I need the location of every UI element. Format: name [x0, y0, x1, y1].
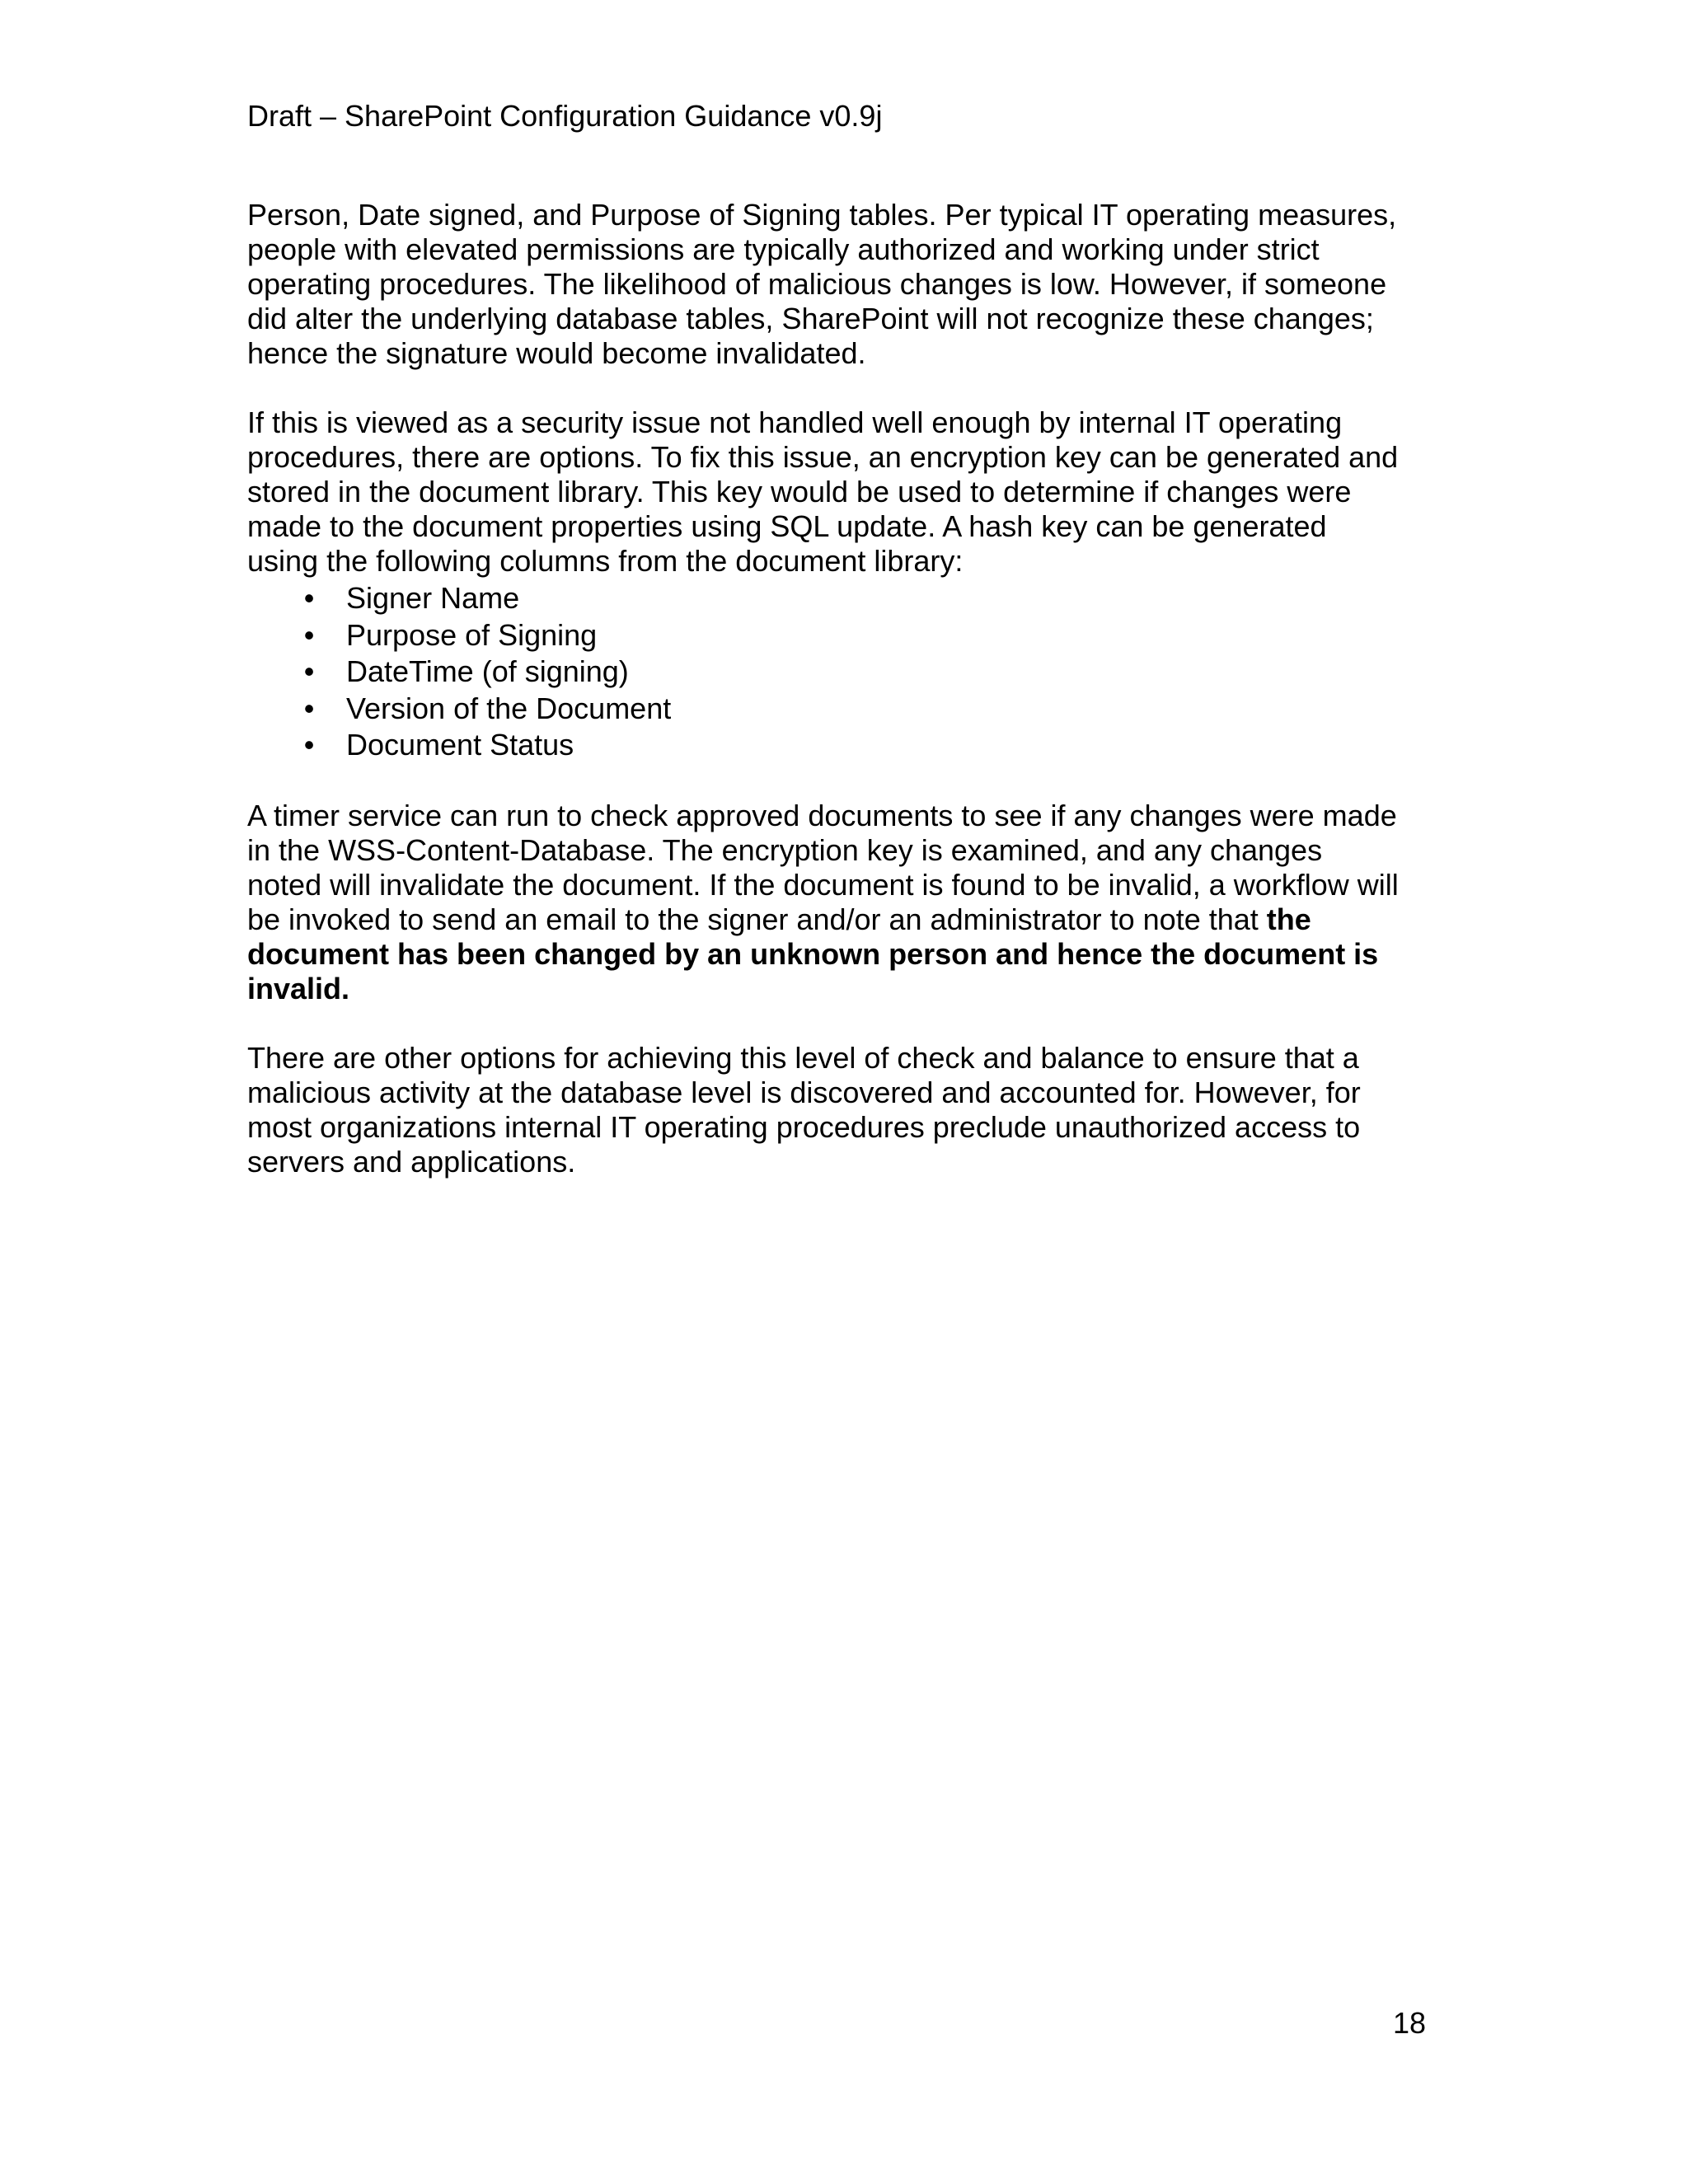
paragraph-line: procedures, there are options. To fix this issue, an encryption key can be generated and [247, 440, 1399, 474]
paragraph-line: people with elevated permissions are typically authorized and working under strict [247, 232, 1320, 266]
bold-line: invalid. [247, 971, 350, 1005]
bold-line: document has been changed by an unknown person and hence the document is [247, 936, 1379, 971]
list-item [297, 580, 1442, 617]
paragraph-line: Person, Date signed, and Purpose of Signing tables. Per typical IT operating measures, [247, 198, 1397, 232]
bullet-icon: • [303, 581, 315, 615]
paragraph-signing-tables [247, 198, 1442, 371]
paragraph-security-issue [247, 405, 1442, 579]
bold-text: the [1266, 902, 1311, 936]
paragraph-line: A timer service can run to check approved documents to see if any changes were made [247, 798, 1397, 832]
paragraph-text: be invoked to send an email to the signer and/or an administrator to note that [247, 902, 1267, 936]
paragraph-line: If this is viewed as a security issue not handled well enough by internal IT operating [247, 405, 1343, 439]
paragraph-line: hence the signature would become invalidated. [247, 336, 866, 370]
paragraph-line: in the WSS-Content-Database. The encryption key is examined, and any changes [247, 832, 1323, 867]
bullet-icon: • [303, 691, 315, 725]
paragraph-line: stored in the document library. This key would be used to determine if changes were [247, 475, 1352, 509]
list-item [297, 691, 1442, 728]
list-item [297, 727, 1442, 764]
paragraph-line: made to the document properties using SQL update. A hash key can be generated [247, 509, 1327, 543]
paragraph-line: most organizations internal IT operating procedures preclude unauthorized access to [247, 1109, 1361, 1144]
paragraph-line: using the following columns from the document library: [247, 544, 964, 578]
bullet-icon: • [303, 728, 315, 762]
paragraph-line: servers and applications. [247, 1144, 576, 1179]
page-number: 18 [1393, 2006, 1427, 2040]
paragraph-spacer [247, 371, 1442, 405]
list-item-label: DateTime (of signing) [346, 654, 629, 688]
paragraph-timer-service [247, 799, 1442, 1006]
list-item-label: Document Status [346, 728, 574, 762]
paragraph-line: malicious activity at the database level is discovered and accounted for. However, for [247, 1075, 1361, 1109]
paragraph-other-options [247, 1041, 1442, 1179]
paragraph-line [247, 902, 1442, 937]
hash-columns-list [247, 580, 1442, 764]
list-item [297, 654, 1442, 691]
bullet-icon: • [303, 617, 315, 652]
paragraph-line: operating procedures. The likelihood of malicious changes is low. However, if someone [247, 267, 1387, 301]
paragraph-line: There are other options for achieving this level of check and balance to ensure that a [247, 1040, 1359, 1075]
document-body [247, 198, 1442, 1179]
paragraph-spacer [247, 764, 1442, 799]
list-item [297, 617, 1442, 654]
page-header: Draft – SharePoint Configuration Guidance v0.9j [247, 99, 883, 133]
list-item-label: Signer Name [346, 581, 520, 615]
list-item-label: Version of the Document [346, 691, 672, 725]
bullet-icon: • [303, 654, 315, 688]
paragraph-line: did alter the underlying database tables, SharePoint will not recognize these changes; [247, 302, 1374, 335]
list-item-label: Purpose of Signing [346, 617, 598, 652]
paragraph-line: noted will invalidate the document. If the document is found to be invalid, a workflow will [247, 867, 1399, 902]
paragraph-spacer [247, 1006, 1442, 1041]
